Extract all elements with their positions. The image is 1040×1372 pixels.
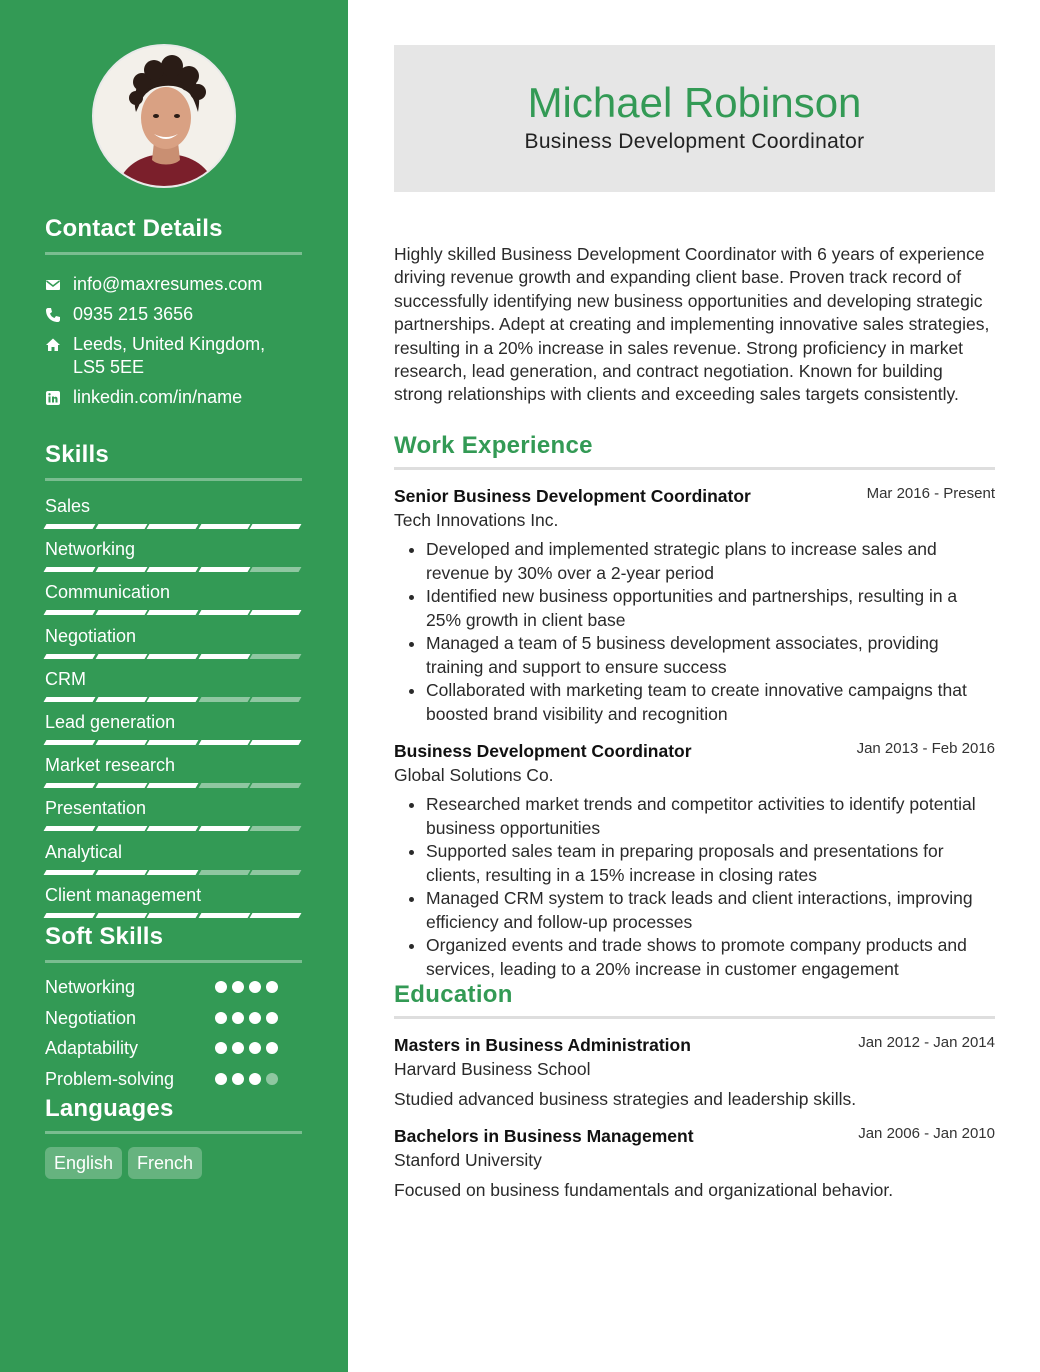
- skill-level-segment: [44, 870, 95, 875]
- education-entry: [394, 1033, 995, 1111]
- list-item: • Organized events and trade shows to promote company products and services, leading to a 20% increase in customer engagement: [426, 934, 995, 981]
- skill-level-segment: [250, 913, 301, 918]
- skill-level-bar: [45, 654, 300, 659]
- skill-name: Market research: [45, 755, 176, 776]
- profile-photo: [92, 44, 236, 188]
- skill-item: [45, 884, 302, 906]
- skill-level-segment: [147, 567, 198, 572]
- skill-item: [45, 841, 302, 863]
- languages-list: [45, 1147, 202, 1179]
- skill-level-segment: [198, 826, 249, 831]
- language-tag: English: [45, 1147, 122, 1179]
- soft-skill-name: Networking: [45, 977, 136, 997]
- address-text: Leeds, United Kingdom, LS5 5EE: [73, 334, 266, 377]
- phone-text: 0935 215 3656: [73, 304, 194, 324]
- divider: [45, 960, 302, 963]
- soft-skill-rating: [215, 1012, 278, 1024]
- skill-level-segment: [95, 913, 146, 918]
- skill-level-segment: [250, 610, 301, 615]
- skill-level-segment: [198, 870, 249, 875]
- contact-details-title: Contact Details: [45, 215, 223, 242]
- skill-level-segment: [198, 697, 249, 702]
- skill-level-segment: [147, 870, 198, 875]
- skill-level-segment: [44, 913, 95, 918]
- divider: [394, 467, 995, 470]
- linkedin-text: linkedin.com/in/name: [73, 387, 243, 407]
- list-item: • Collaborated with marketing team to create innovative campaigns that boosted brand visibility and recognition: [426, 679, 995, 726]
- skill-level-bar: [45, 697, 300, 702]
- skill-level-segment: [250, 740, 301, 745]
- job-bullets: [394, 793, 995, 981]
- rating-dot: [266, 1073, 278, 1085]
- skill-level-segment: [44, 740, 95, 745]
- education-description: Focused on business fundamentals and organizational behavior.: [394, 1180, 894, 1200]
- skill-level-segment: [95, 654, 146, 659]
- soft-skill-item: [45, 1067, 302, 1091]
- skill-level-segment: [44, 697, 95, 702]
- rating-dot: [266, 981, 278, 993]
- skill-level-bar: [45, 870, 300, 875]
- skill-level-segment: [95, 697, 146, 702]
- divider: [45, 1131, 302, 1134]
- soft-skill-name: Negotiation: [45, 1007, 137, 1028]
- rating-dot: [266, 1012, 278, 1024]
- job-bullets: [394, 538, 995, 726]
- rating-dot: [232, 1073, 244, 1085]
- candidate-name: Michael Robinson: [527, 79, 862, 126]
- list-item: • Managed CRM system to track leads and client interactions, improving efficiency and follow-up processes: [426, 887, 995, 934]
- skill-level-segment: [250, 870, 301, 875]
- skill-level-segment: [147, 740, 198, 745]
- contact-email[interactable]: [45, 273, 302, 296]
- degree-title: Masters in Business Administration: [394, 1035, 691, 1055]
- rating-dot: [266, 1042, 278, 1054]
- skill-level-segment: [44, 654, 95, 659]
- soft-skill-item: [45, 975, 302, 999]
- rating-dot: [249, 1073, 261, 1085]
- soft-skills-title: Soft Skills: [45, 923, 164, 950]
- divider: [394, 1016, 995, 1019]
- skill-level-segment: [95, 783, 146, 788]
- rating-dot: [215, 1042, 227, 1054]
- skill-level-bar: [45, 783, 300, 788]
- job-entry: [394, 739, 995, 981]
- skill-level-segment: [198, 783, 249, 788]
- skill-item: [45, 797, 302, 819]
- skill-name: Presentation: [45, 798, 147, 819]
- soft-skill-name: Problem-solving: [45, 1068, 175, 1089]
- skill-item: [45, 581, 302, 603]
- skill-name: Client management: [45, 884, 202, 905]
- education-title: Education: [394, 981, 513, 1008]
- skill-level-segment: [44, 826, 95, 831]
- school-name: Stanford University: [394, 1150, 542, 1170]
- job-entry: [394, 484, 995, 726]
- contact-linkedin[interactable]: [45, 386, 302, 409]
- skill-item: [45, 538, 302, 560]
- candidate-title: Business Development Coordinator: [524, 130, 865, 153]
- skill-level-segment: [147, 826, 198, 831]
- work-experience-title: Work Experience: [394, 432, 593, 459]
- skill-level-segment: [147, 697, 198, 702]
- skill-name: CRM: [45, 668, 86, 689]
- skill-level-segment: [198, 610, 249, 615]
- rating-dot: [215, 1012, 227, 1024]
- education-entry: [394, 1124, 995, 1202]
- skill-level-segment: [250, 783, 301, 788]
- skill-item: [45, 668, 302, 690]
- job-date: Mar 2016 - Present: [866, 485, 995, 502]
- list-item: • Researched market trends and competitor activities to identify potential business opportunities: [426, 793, 995, 840]
- company-name: Tech Innovations Inc.: [394, 510, 559, 530]
- skill-level-bar: [45, 913, 300, 918]
- skill-name: Lead generation: [45, 712, 176, 732]
- degree-title: Bachelors in Business Management: [394, 1126, 694, 1146]
- skill-level-segment: [250, 826, 301, 831]
- skill-level-segment: [95, 740, 146, 745]
- home-icon: [45, 333, 73, 356]
- divider: [45, 478, 302, 481]
- soft-skill-item: [45, 1036, 302, 1060]
- skill-level-segment: [44, 567, 95, 572]
- header: [394, 45, 995, 192]
- skill-level-segment: [95, 870, 146, 875]
- skill-name: Sales: [45, 496, 91, 516]
- job-date: Jan 2013 - Feb 2016: [856, 740, 995, 757]
- list-item: • Supported sales team in preparing proposals and presentations for clients, resulting in a 15% increase in closing rates: [426, 840, 995, 887]
- skill-level-segment: [44, 610, 95, 615]
- rating-dot: [232, 1012, 244, 1024]
- skill-level-segment: [198, 740, 249, 745]
- skill-level-bar: [45, 567, 300, 572]
- rating-dot: [249, 1042, 261, 1054]
- rating-dot: [215, 981, 227, 993]
- job-title: Business Development Coordinator: [394, 741, 692, 761]
- soft-skill-rating: [215, 1073, 278, 1085]
- skill-level-segment: [198, 524, 249, 529]
- soft-skill-item: [45, 1006, 302, 1030]
- rating-dot: [232, 1042, 244, 1054]
- list-item: • Identified new business opportunities and partnerships, resulting in a 25% growth in client base: [426, 585, 995, 632]
- skill-level-segment: [147, 654, 198, 659]
- rating-dot: [249, 1012, 261, 1024]
- skill-name: Negotiation: [45, 625, 137, 646]
- envelope-icon: [45, 273, 73, 296]
- skill-level-bar: [45, 524, 300, 529]
- skill-name: Analytical: [45, 841, 123, 862]
- divider: [45, 252, 302, 255]
- rating-dot: [215, 1073, 227, 1085]
- skill-level-segment: [44, 783, 95, 788]
- skill-level-segment: [250, 654, 301, 659]
- skill-level-segment: [95, 826, 146, 831]
- rating-dot: [232, 981, 244, 993]
- skill-level-segment: [95, 610, 146, 615]
- languages-title: Languages: [45, 1095, 174, 1122]
- skill-level-segment: [44, 524, 95, 529]
- skill-level-segment: [95, 524, 146, 529]
- soft-skill-rating: [215, 981, 278, 993]
- list-item: • Developed and implemented strategic plans to increase sales and revenue by 30% over a 2-year period: [426, 538, 995, 585]
- skill-level-segment: [198, 567, 249, 572]
- list-item: • Managed a team of 5 business development associates, providing training and support to ensure success: [426, 632, 995, 679]
- skills-title: Skills: [45, 441, 109, 468]
- skill-level-segment: [250, 567, 301, 572]
- sidebar: [0, 0, 348, 1372]
- skill-level-segment: [147, 524, 198, 529]
- skill-level-bar: [45, 740, 300, 745]
- skill-name: Communication: [45, 582, 171, 603]
- skill-item: [45, 495, 302, 517]
- education-description: Studied advanced business strategies and leadership skills.: [394, 1089, 857, 1109]
- soft-skill-rating: [215, 1042, 278, 1054]
- school-name: Harvard Business School: [394, 1059, 591, 1079]
- rating-dot: [249, 981, 261, 993]
- phone-icon: [45, 303, 73, 326]
- skill-level-bar: [45, 826, 300, 831]
- skill-level-bar: [45, 610, 300, 615]
- company-name: Global Solutions Co.: [394, 765, 554, 785]
- job-title: Senior Business Development Coordinator: [394, 486, 751, 506]
- education-date: Jan 2006 - Jan 2010: [858, 1125, 995, 1142]
- language-tag: French: [128, 1147, 202, 1179]
- skill-level-segment: [250, 697, 301, 702]
- skill-level-segment: [95, 567, 146, 572]
- profile-summary: Highly skilled Business Development Coordinator with 6 years of experience driving revenue growth and expanding client base. Proven track record of successfully identifying new business opportunities and developing strategic partnerships. Adept at creating and implementing innovative sales strategies, resulting in a 20% increase in sales revenue. Strong proficiency in market research, lead generation, and contract negotiation. Known for building strong relationships with clients and exceeding sales targets consistently.: [394, 244, 990, 405]
- skill-name: Networking: [45, 539, 136, 560]
- skill-item: [45, 625, 302, 647]
- skill-item: [45, 711, 302, 733]
- skill-level-segment: [198, 654, 249, 659]
- skill-level-segment: [198, 913, 249, 918]
- education-date: Jan 2012 - Jan 2014: [858, 1034, 995, 1051]
- soft-skill-name: Adaptability: [45, 1038, 139, 1058]
- skill-level-segment: [250, 524, 301, 529]
- contact-phone[interactable]: [45, 303, 302, 326]
- skill-item: [45, 754, 302, 776]
- skill-level-segment: [147, 783, 198, 788]
- email-text: info@maxresumes.com: [73, 274, 263, 294]
- skill-level-segment: [147, 913, 198, 918]
- contact-address: [45, 333, 302, 379]
- linkedin-icon: [45, 386, 73, 409]
- skill-level-segment: [147, 610, 198, 615]
